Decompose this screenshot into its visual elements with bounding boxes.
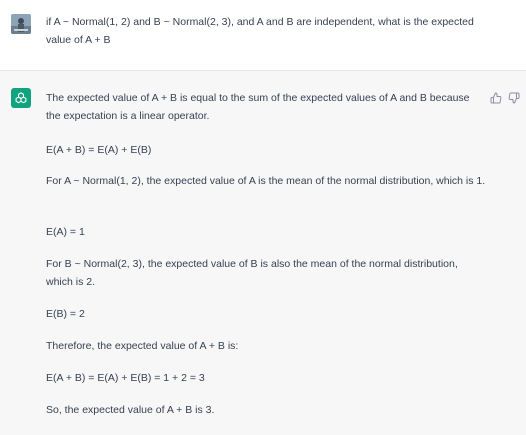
answer-paragraph: For A ~ Normal(1, 2), the expected value of A is the mean of the normal distribution, which is 1.	[46, 175, 486, 187]
assistant-message-row	[0, 71, 526, 435]
thumbs-up-icon[interactable]	[490, 91, 502, 103]
answer-paragraph: Therefore, the expected value of A + B is:	[46, 340, 239, 352]
user-avatar	[11, 14, 31, 34]
answer-paragraph: The expected value of A + B is equal to the sum of the expected values of A and B because the expectation is a linear operator.	[46, 92, 470, 122]
answer-paragraph: So, the expected value of A + B is 3.	[46, 404, 215, 416]
answer-paragraph: For B ~ Normal(2, 3), the expected value of B is also the mean of the normal distribution, which is 2.	[46, 258, 458, 288]
equation-line: E(A + B) = E(A) + E(B) = 1 + 2 = 3	[46, 372, 205, 384]
equation-line: E(A) = 1	[46, 226, 85, 238]
user-message-text: if A ~ Normal(1, 2) and B ~ Normal(2, 3), and A and B are independent, what is the expected value of A + B	[46, 16, 474, 46]
user-message-row	[0, 0, 526, 71]
equation-line: E(B) = 2	[46, 308, 85, 320]
feedback-buttons	[490, 91, 520, 103]
openai-logo-icon	[11, 88, 31, 108]
equation-line: E(A + B) = E(A) + E(B)	[46, 144, 152, 156]
thumbs-down-icon[interactable]	[508, 91, 520, 103]
